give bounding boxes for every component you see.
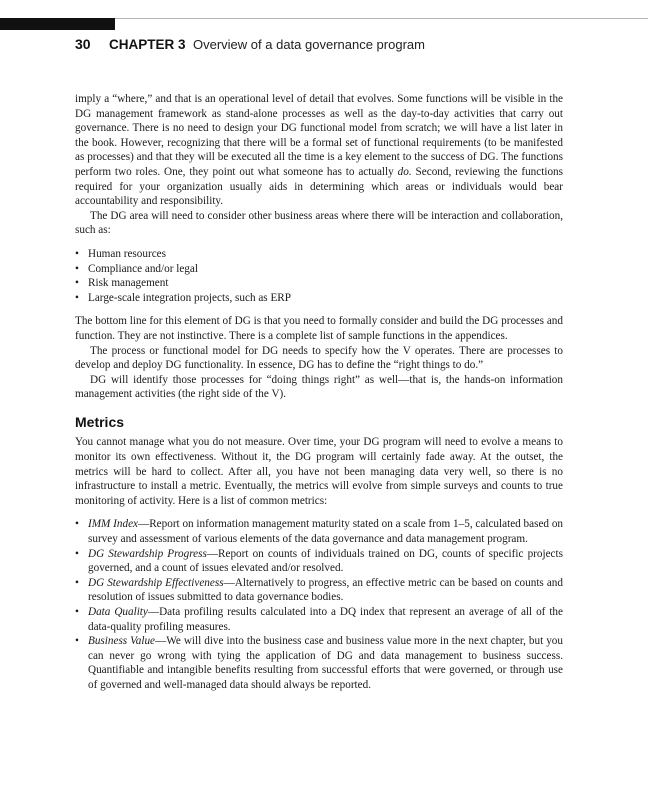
- list-item: [75, 547, 563, 576]
- chapter-label: CHAPTER 3: [109, 37, 186, 52]
- bullet-icon: •: [75, 291, 79, 304]
- body-text: [75, 92, 563, 702]
- list-item: • Human resources: [75, 247, 166, 260]
- list-item: [75, 634, 563, 692]
- paragraph: You cannot manage what you do not measure. Over time, your DG program will need to evolve a means to monitor its own effectiveness. Without it, the DG program will certainly fade away. At the outset, the metrics will be hard to collect. After all, you have not been managing data very well, so there is no infrastructure to install a metric. Eventually, the metrics will evolve from simple surveys and counts to true monitoring of activity. Here is a list of common metrics:: [75, 436, 563, 507]
- running-header: [75, 36, 425, 54]
- bullet-icon: •: [75, 606, 79, 618]
- metric-term: DG Stewardship Effectiveness: [88, 576, 224, 589]
- bullet-icon: •: [75, 262, 79, 275]
- list-item: • Compliance and/or legal: [75, 262, 198, 275]
- bullet-icon: •: [75, 277, 79, 290]
- metric-text: —Alternatively to progress, an effective metric can be based on counts and resolution of issues submitted to data governance bodies.: [88, 576, 563, 604]
- page-number: 30: [75, 36, 91, 52]
- bullet-icon: •: [75, 635, 79, 648]
- business-areas-list: [75, 247, 563, 305]
- metric-text: —Report on information management maturity stated on a scale from 1–5, calculated based on survey and assessment of various elements of the data governance and data management program.: [88, 518, 564, 546]
- list-item: [75, 517, 563, 546]
- metric-text: —We will dive into the business case and business value more in the next chapter, but you can never go wrong with tying the application of DG and data management to business success. Quantifiable and intangible benefits resulting from successful efforts that were governed, or through use of governed and well-managed data should always be reported.: [88, 635, 563, 691]
- metric-text: —Data profiling results calculated into a DQ index that represent an average of all of the data-quality profiling measures.: [88, 606, 563, 633]
- header-bar: [0, 18, 115, 30]
- metrics-list: [75, 517, 563, 692]
- bullet-icon: •: [75, 576, 79, 589]
- metric-text: —Report on counts of individuals trained on DG, counts of specific projects governed, and a count of issues elevated and/or resolved.: [88, 547, 563, 575]
- list-item: [75, 605, 563, 634]
- metric-term: Data Quality: [88, 606, 148, 618]
- metric-term: DG Stewardship Progress: [88, 547, 207, 560]
- paragraph: The bottom line for this element of DG is that you need to formally consider and build the DG processes and function. They are not instinctive. There is a complete list of sample functions in the appendices.: [75, 315, 563, 342]
- list-item: [75, 576, 563, 605]
- bullet-icon: •: [75, 247, 79, 260]
- metric-term: IMM Index: [88, 518, 139, 531]
- paragraph: The DG area will need to consider other business areas where there will be interaction and collaboration, such as:: [75, 209, 563, 237]
- section-heading: Metrics: [75, 413, 125, 430]
- chapter-title: Overview of a data governance program: [193, 37, 425, 52]
- paragraph: DG will identify those processes for “doing things right” as well—that is, the hands-on information management activities (the right side of the V).: [75, 373, 563, 401]
- paragraph: imply a “where,” and that is an operational level of detail that evolves. Some functions will be visible in the DG management framework as stand-alone processes as well as the day-to-day activities that carry out governance. There is no need to design your DG functional model from scratch; we will have a list later in the book. However, recognizing that there will be a formal set of functional requirements (to be manifested as processes) and that they will be executed all the time is a key element to the success of DG. The functions perform two roles. One, they point out what someone has to actually do. Second, reviewing the functions required for your organization usually aids in determining which areas or individuals would bear accountability and responsibility.: [75, 93, 563, 208]
- metric-term: Business Value: [88, 635, 156, 648]
- paragraph: The process or functional model for DG needs to specify how the V operates. There are processes to develop and deploy DG functionality. In essence, DG has to define the “right things to do.”: [75, 344, 563, 372]
- list-item: • Large-scale integration projects, such as ERP: [75, 291, 291, 304]
- bullet-icon: •: [75, 547, 79, 560]
- list-item: • Risk management: [75, 277, 169, 290]
- bullet-icon: •: [75, 518, 79, 531]
